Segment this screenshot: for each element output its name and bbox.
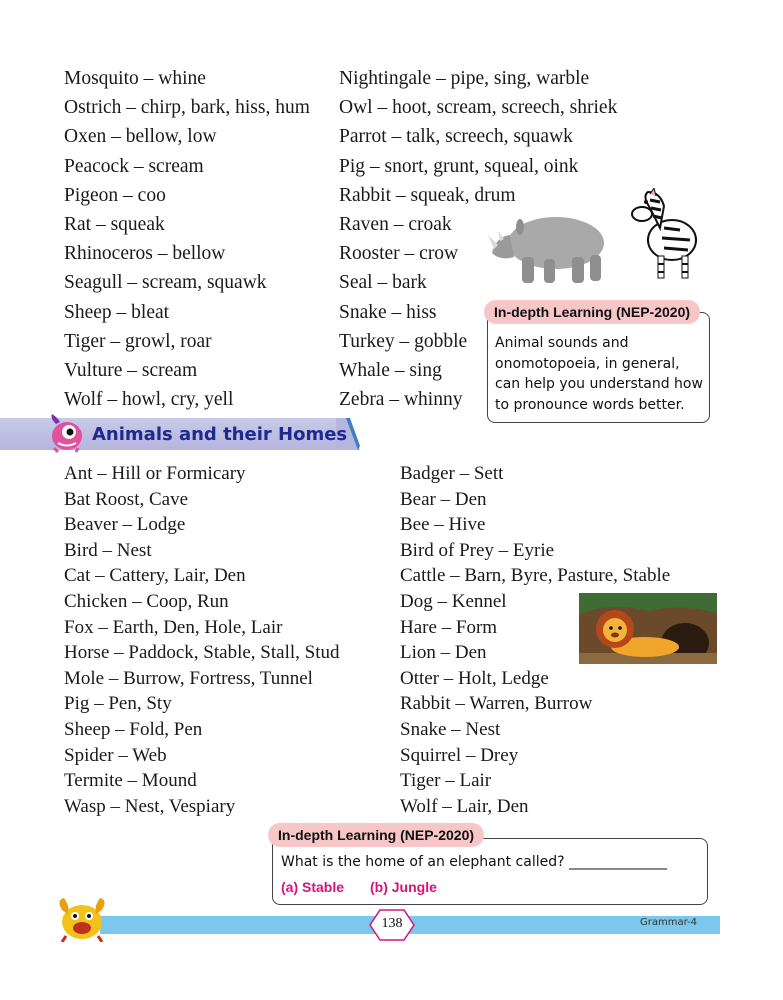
animal-home-entry: Tiger – Lair (400, 770, 492, 792)
footer-label: Grammar-4 (640, 917, 698, 928)
animal-sound-entry: Rabbit – squeak, drum (339, 184, 516, 206)
info-tag-question: In-depth Learning (NEP-2020) (268, 823, 484, 847)
animal-home-entry: Badger – Sett (400, 463, 504, 484)
animal-home-entry: Bird of Prey – Eyrie (400, 539, 555, 561)
animal-home-entry: Ant – Hill or Formicary (64, 463, 246, 484)
animal-home-entry: Spider – Web (64, 744, 167, 766)
animal-home-entry: Termite – Mound (64, 770, 197, 792)
animal-sound-entry: Tiger – growl, roar (64, 330, 212, 352)
question-text: What is the home of an elephant called? ______________ (281, 854, 667, 870)
animal-home-entry: Bird – Nest (64, 539, 152, 561)
info-text-line: Animal sounds and (495, 335, 629, 351)
option-b: (b) Jungle (370, 879, 437, 895)
monster-mascot-icon (48, 414, 86, 454)
animal-home-entry: Hare – Form (400, 616, 498, 638)
animal-home-entry: Otter – Holt, Ledge (400, 667, 549, 689)
animal-home-entry: Rabbit – Warren, Burrow (400, 693, 593, 715)
info-tag-sounds: In-depth Learning (NEP-2020) (484, 300, 700, 324)
animal-home-entry: Lion – Den (400, 642, 487, 664)
animal-sound-entry: Snake – hiss (339, 301, 437, 323)
animal-sound-entry: Parrot – talk, screech, squawk (339, 126, 573, 148)
dog-mascot-icon (56, 896, 108, 942)
animal-home-entry: Bat Roost, Cave (64, 488, 189, 510)
animal-sound-entry: Peacock – scream (64, 155, 204, 177)
info-text-line: onomotopoeia, in general, (495, 355, 680, 372)
animal-sound-entry: Seal – bark (339, 272, 427, 294)
option-a: (a) Stable (281, 879, 345, 895)
info-text-line: can help you understand how (495, 376, 703, 392)
animal-sound-entry: Pigeon – coo (64, 184, 166, 206)
section-title: Animals and their Homes (92, 424, 348, 445)
animal-sound-entry: Rhinoceros – bellow (64, 243, 226, 265)
animal-sound-entry: Ostrich – chirp, bark, hiss, hum (64, 97, 310, 119)
animal-home-entry: Beaver – Lodge (64, 514, 186, 536)
animal-sound-entry: Mosquito – whine (64, 68, 206, 89)
animal-home-entry: Chicken – Coop, Run (64, 591, 229, 612)
animal-sound-entry: Whale – sing (339, 360, 442, 381)
animal-home-entry: Wasp – Nest, Vespiary (64, 795, 236, 817)
animal-sound-entry: Rooster – crow (339, 243, 459, 265)
zebra-illustration (620, 188, 710, 283)
rhinoceros-illustration (486, 205, 616, 290)
info-text-line: to pronounce words better. (495, 396, 685, 413)
animal-sound-entry: Zebra – whinny (339, 389, 463, 411)
animal-sound-entry: Sheep – bleat (64, 301, 170, 323)
animal-home-entry: Snake – Nest (400, 719, 501, 740)
animal-home-entry: Mole – Burrow, Fortress, Tunnel (64, 667, 313, 689)
animal-home-entry: Sheep – Fold, Pen (64, 719, 203, 740)
animal-sound-entry: Nightingale – pipe, sing, warble (339, 68, 590, 89)
animal-home-entry: Squirrel – Drey (400, 744, 519, 766)
animal-sound-entry: Wolf – howl, cry, yell (64, 389, 234, 411)
animal-sound-entry: Owl – hoot, scream, screech, shriek (339, 97, 618, 119)
animal-home-entry: Bee – Hive (400, 514, 486, 536)
animal-home-entry: Bear – Den (400, 488, 487, 510)
animal-home-entry: Pig – Pen, Sty (64, 693, 172, 715)
animal-home-entry: Horse – Paddock, Stable, Stall, Stud (64, 642, 340, 664)
animal-sound-entry: Rat – squeak (64, 214, 165, 235)
animal-sound-entry: Raven – croak (339, 214, 452, 235)
page-number: 138 (381, 916, 403, 931)
animal-home-entry: Wolf – Lair, Den (400, 795, 529, 817)
animal-sound-entry: Turkey – gobble (339, 330, 468, 352)
animal-home-entry: Cattle – Barn, Byre, Pasture, Stable (400, 565, 671, 587)
lion-in-cave-illustration (579, 593, 717, 664)
animal-home-entry: Dog – Kennel (400, 591, 507, 612)
animal-sound-entry: Seagull – scream, squawk (64, 272, 267, 294)
animal-sound-entry: Oxen – bellow, low (64, 126, 217, 148)
animal-home-entry: Cat – Cattery, Lair, Den (64, 565, 246, 587)
animal-sound-entry: Vulture – scream (64, 360, 198, 381)
animal-sound-entry: Pig – snort, grunt, squeal, oink (339, 155, 579, 177)
animal-home-entry: Fox – Earth, Den, Hole, Lair (64, 616, 283, 638)
